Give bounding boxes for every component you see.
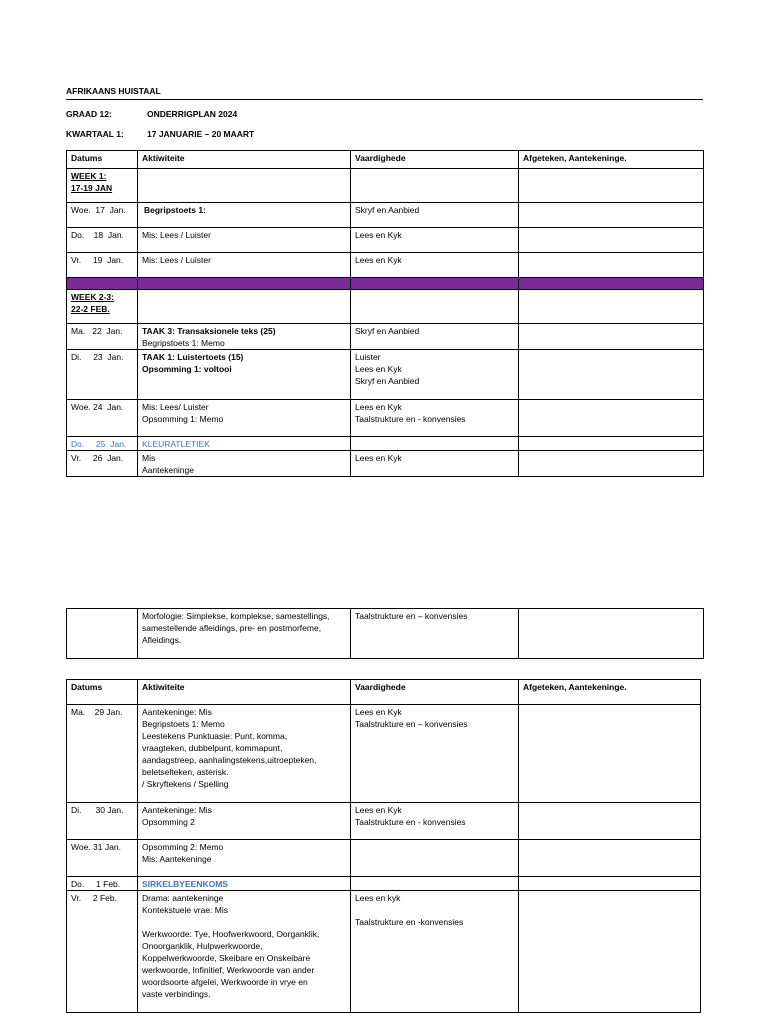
table-row xyxy=(67,324,704,350)
skills-cell: Luister Lees en Kyk Skryf en Aanbied xyxy=(351,350,519,400)
date-cell: Vr. 2 Feb. xyxy=(67,891,138,1013)
activity-cell: TAAK 3: Transaksionele teks (25) Begripstoets 1: Memo xyxy=(138,324,351,350)
activity-cell: Opsomming 2: Memo Mis: Aantekeninge xyxy=(138,840,351,877)
activity-cell: Mis: Lees / Luister xyxy=(138,228,351,253)
date-cell xyxy=(67,609,138,659)
skills-cell: Lees en Kyk Taalstrukture en - konvensies xyxy=(351,400,519,437)
notes-cell xyxy=(519,609,704,659)
table-row xyxy=(67,350,704,400)
table-row xyxy=(67,253,704,278)
week-2-label: WEEK 2-3: xyxy=(71,292,114,302)
skills-cell: Lees en Kyk xyxy=(351,253,519,278)
week-2-heading xyxy=(67,290,138,324)
col-header-dates: Datums xyxy=(67,680,138,705)
table-row xyxy=(67,705,701,803)
date-cell: Vr. 19 Jan. xyxy=(67,253,138,278)
skills-cell: Lees en Kyk Taalstrukture en - konvensies xyxy=(351,803,519,840)
date-cell: Ma. 22 Jan. xyxy=(67,324,138,350)
week-1-label: WEEK 1: xyxy=(71,171,107,181)
term-dates: 17 JANUARIE – 20 MAART xyxy=(147,129,255,139)
date-cell: Vr. 26 Jan. xyxy=(67,451,138,477)
col-header-notes: Afgeteken, Aantekeninge. xyxy=(519,151,704,169)
skills-cell xyxy=(351,840,519,877)
table-row xyxy=(67,437,704,451)
date-cell: Woe. 31 Jan. xyxy=(67,840,138,877)
skills-cell: Lees en Kyk Taalstrukture en – konvensies xyxy=(351,705,519,803)
notes-cell xyxy=(519,891,701,1013)
activity-cell: Begripstoets 1: xyxy=(138,203,351,228)
notes-cell xyxy=(519,203,704,228)
notes-cell xyxy=(519,400,704,437)
term-label: KWARTAAL 1: xyxy=(66,129,124,139)
col-header-dates: Datums xyxy=(67,151,138,169)
notes-cell xyxy=(519,253,704,278)
date-cell: Di. 30 Jan. xyxy=(67,803,138,840)
activity-cell: KLEURATLETIEK xyxy=(138,437,351,451)
table-row xyxy=(67,400,704,437)
col-header-skills: Vaardighede xyxy=(351,151,519,169)
skills-cell: Lees en kyk Taalstrukture en -konvensies xyxy=(351,891,519,1013)
table-row xyxy=(67,891,701,1013)
schedule-table-1 xyxy=(66,150,704,477)
notes-cell xyxy=(519,840,701,877)
skills-cell xyxy=(351,877,519,891)
activity-cell: Morfologie: Simplekse, komplekse, samestellings, samestellende afleidings, pre- en postmorfeme, Afleidings. xyxy=(138,609,351,659)
activity-cell: SIRKELBYEENKOMS xyxy=(138,877,351,891)
week-heading-row xyxy=(67,169,704,203)
table-row xyxy=(67,840,701,877)
skills-cell: Taalstrukture en – konvensies xyxy=(351,609,519,659)
table-row xyxy=(67,203,704,228)
week-1-dates: 17-19 JAN xyxy=(71,183,113,193)
notes-cell xyxy=(519,350,704,400)
col-header-notes: Afgeteken, Aantekeninge. xyxy=(519,680,701,705)
activity-cell: Mis: Lees/ Luister Opsomming 1: Memo xyxy=(138,400,351,437)
date-cell: Woe. 24 Jan. xyxy=(67,400,138,437)
col-header-activities: Aktiwiteite xyxy=(138,151,351,169)
header-row xyxy=(67,680,701,705)
activity-cell: TAAK 1: Luistertoets (15) Opsomming 1: voltooi xyxy=(138,350,351,400)
notes-cell xyxy=(519,705,701,803)
notes-cell xyxy=(519,803,701,840)
week-1-heading xyxy=(67,169,138,203)
notes-cell xyxy=(519,437,704,451)
table-row xyxy=(67,609,704,659)
date-cell: Ma. 29 Jan. xyxy=(67,705,138,803)
activity-cell: Aantekeninge: Mis Begripstoets 1: Memo Leestekens Punktuasie: Punt, komma, vraagteken, dubbelpunt, kommapunt, aandagstreep, aanhalingstekens,uitroepteken, beletselteken, asterisk. / Skryftekens / Spelling xyxy=(138,705,351,803)
skills-cell: Skryf en Aanbied xyxy=(351,203,519,228)
grade-label: GRAAD 12: xyxy=(66,109,112,119)
header-row xyxy=(67,151,704,169)
notes-cell xyxy=(519,228,704,253)
notes-cell xyxy=(519,877,701,891)
table-row xyxy=(67,228,704,253)
activity-cell: Drama: aantekeninge Kontekstuele vrae: Mis Werkwoorde: Tye, Hoofwerkwoord, Oorganklik, Onoorganklik, Hulpwerkwoorde, Koppelwerkwoorde, Skeibare en Onskeibare werkwoorde, Infinitief, Werkwoorde van ander woordsoorte afgelei, Werkwoorde in vrye en vaste verbindings. xyxy=(138,891,351,1013)
date-cell: Do. 25 Jan. xyxy=(67,437,138,451)
date-cell: Do. 1 Feb. xyxy=(67,877,138,891)
col-header-skills: Vaardighede xyxy=(351,680,519,705)
week-2-dates: 22-2 FEB. xyxy=(71,304,110,314)
date-cell: Woe. 17 Jan. xyxy=(67,203,138,228)
subject-title: AFRIKAANS HUISTAAL xyxy=(66,86,161,96)
table-row xyxy=(67,877,701,891)
table-row xyxy=(67,451,704,477)
skills-cell xyxy=(351,437,519,451)
week-separator-row xyxy=(67,278,704,290)
skills-cell: Lees en Kyk xyxy=(351,228,519,253)
header-rule xyxy=(66,99,703,100)
skills-cell: Skryf en Aanbied xyxy=(351,324,519,350)
col-header-activities: Aktiwiteite xyxy=(138,680,351,705)
schedule-table-2 xyxy=(66,608,704,659)
date-cell: Di. 23 Jan. xyxy=(67,350,138,400)
table-row xyxy=(67,803,701,840)
date-cell: Do. 18 Jan. xyxy=(67,228,138,253)
notes-cell xyxy=(519,324,704,350)
activity-cell: Mis Aantekeninge xyxy=(138,451,351,477)
week-heading-row xyxy=(67,290,704,324)
notes-cell xyxy=(519,451,704,477)
activity-cell: Mis: Lees / Luister xyxy=(138,253,351,278)
schedule-table-3 xyxy=(66,679,701,1013)
activity-cell: Aantekeninge: Mis Opsomming 2 xyxy=(138,803,351,840)
plan-title: ONDERRIGPLAN 2024 xyxy=(147,109,238,119)
skills-cell: Lees en Kyk xyxy=(351,451,519,477)
